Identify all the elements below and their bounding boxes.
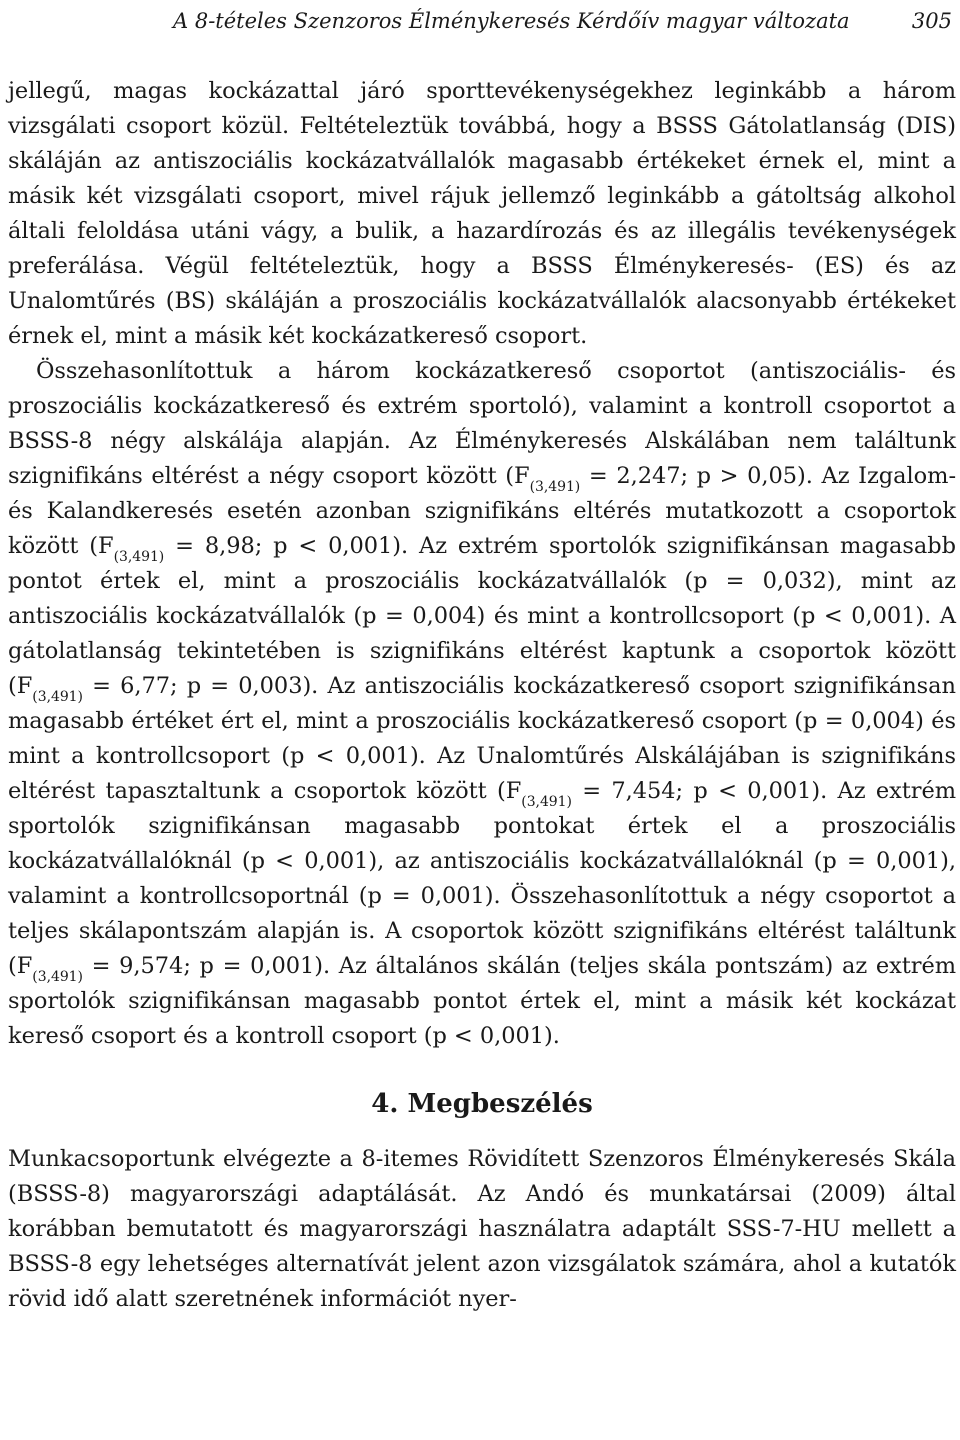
- running-header: [8, 0, 956, 40]
- running-title: A 8-tételes Szenzoros Élménykeresés Kérdőív magyar változata: [173, 9, 850, 33]
- df-subscript: (3,491): [32, 689, 83, 705]
- results-text-5: = 7,454; p < 0,001). Az extrém sportolók szignifikánsan magasabb pontokat értek el a proszociális kockázatvállalóknál (p < 0,001), az antiszociális kockázatvállalóknál (p = 0,001), valamint a kontrollcsoportnál (p = 0,001). Összehasonlítottuk a négy csoportot a teljes skálapontszám alapján is. A csoportok között szignifikáns eltérést találtunk (F: [8, 778, 957, 979]
- results-text-6: = 9,574; p = 0,001). Az általános skálán (teljes skála pontszám) az extrém sportolók szignifikánsan magasabb pontot értek el, mint a másik két kockázat kereső csoport és a kontroll csoport (p < 0,001).: [8, 953, 956, 1049]
- section-heading: 4. Megbeszélés: [371, 1089, 593, 1119]
- df-subscript: (3,491): [521, 794, 572, 810]
- df-subscript: (3,491): [529, 479, 581, 495]
- results-text-3: = 8,98; p < 0,001). Az extrém sportolók szignifikánsan magasabb pontot értek el, mint a proszociális kockázatvállalók (p = 0,032), mint az antiszociális kockázatvállalók (p = 0,004) és mint a kontrollcsoport (p < 0,001). A gátolatlanság tekintetében is szignifikáns eltérést kaptunk a csoportok között (F: [8, 533, 956, 699]
- paragraph-results: [8, 354, 956, 1054]
- paragraph-discussion: Munkacsoportunk elvégezte a 8-itemes Rövidített Szenzoros Élménykeresés Skála (BSSS-8) magyarországi adaptálását. Az Andó és munkatársai (2009) által korábban bemutatott és magyarországi használatra adaptált SSS-7-HU mellett a BSSS-8 egy lehetséges alternatívát jelent azon vizsgálatok számára, ahol a kutatók rövid idő alatt szeretnének információt nyer-: [8, 1146, 956, 1312]
- page-number: 305: [911, 9, 952, 33]
- results-text-4: = 6,77; p = 0,003). Az antiszociális kockázatkereső csoport szignifikánsan magasabb értéket ért el, mint a proszociális kockázatkereső csoport (p = 0,004) és mint a kontrollcsoport (p < 0,001). Az Unalomtűrés Alskálájában is szignifikáns eltérést tapasztaltunk a csoportok között (F: [8, 673, 956, 804]
- results-text-1: Összehasonlítottuk a három kockázatkereső csoportot (antiszociális- és proszociális kockázatkereső és extrém sportoló), valamint a kontroll csoportot a BSSS-8 négy alskálája alapján. Az Élménykeresés Alskálában nem találtunk szignifikáns eltérést a négy csoport között (F: [8, 358, 956, 489]
- df-subscript: (3,491): [32, 969, 83, 985]
- df-subscript: (3,491): [113, 549, 165, 565]
- paragraph-hypotheses: jellegű, magas kockázattal járó sporttevékenységekhez leginkább a három vizsgálati csoport közül. Feltételeztük továbbá, hogy a BSSS Gátolatlanság (DIS) skáláján az antiszociális kockázatvállalók magasabb értékeket érnek el, mint a másik két vizsgálati csoport, mivel rájuk jellemző leginkább a gátoltság alkohol általi feloldása utáni vágy, a bulik, a hazardírozás és az illegális tevékenységek preferálása. Végül feltételeztük, hogy a BSSS Élménykeresés- (ES) és az Unalomtűrés (BS) skáláján a proszociális kockázatvállalók alacsonyabb értékeket érnek el, mint a másik két kockázatkereső csoport.: [8, 78, 956, 349]
- results-text-2: = 2,247; p > 0,05). Az Izgalom- és Kalandkeresés esetén azonban szignifikáns eltérés mutatkozott a csoportok között (F: [8, 463, 956, 559]
